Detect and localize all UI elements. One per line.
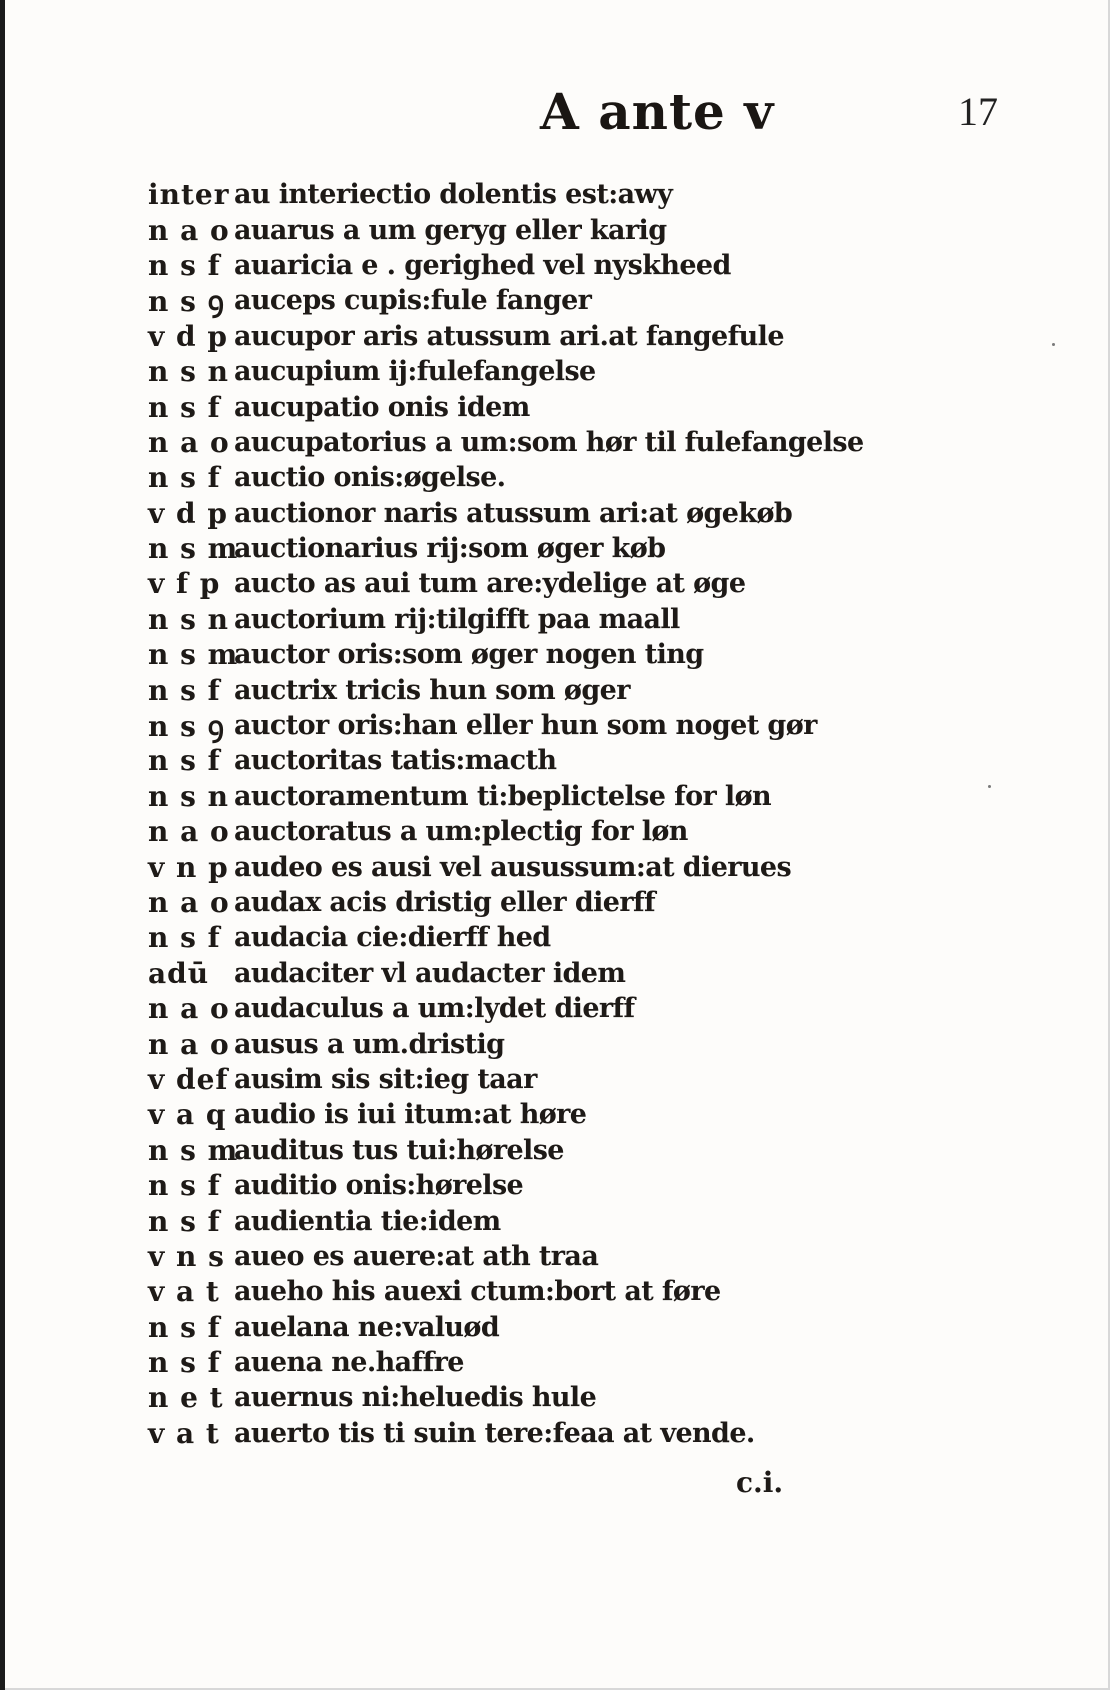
dictionary-entry <box>148 389 948 424</box>
entry-text: auctrix tricis hun som øger <box>234 674 630 706</box>
running-head: A ante v <box>540 82 775 141</box>
paper-speck <box>988 785 991 788</box>
grammar-code: v a q <box>148 1098 227 1132</box>
grammar-code: n e t <box>148 1381 224 1415</box>
grammar-code: n a o <box>148 213 230 247</box>
grammar-code: n s f <box>148 248 221 282</box>
dictionary-entry <box>148 672 948 707</box>
grammar-code: n a o <box>148 1027 230 1061</box>
grammar-code: n s ꝯ <box>148 709 226 743</box>
dictionary-entry <box>148 743 948 778</box>
entry-text: auaricia e . gerighed vel nyskheed <box>234 249 731 281</box>
entry-text: auctoritas tatis:macth <box>234 745 557 777</box>
dictionary-entry <box>148 1274 948 1309</box>
entry-text: auditus tus tui:hørelse <box>234 1134 564 1166</box>
grammar-code: v a t <box>148 1275 220 1309</box>
dictionary-entry <box>148 1416 948 1451</box>
grammar-code: n s n <box>148 602 229 636</box>
entry-text: aueho his auexi ctum:bort at føre <box>234 1276 721 1308</box>
entry-text: auctoratus a um:plectig for løn <box>234 816 688 848</box>
page-edge <box>0 0 5 1690</box>
entry-text: auarus a um geryg eller karig <box>234 214 667 246</box>
signature-mark: c.i. <box>736 1466 784 1499</box>
dictionary-entry <box>148 1168 948 1203</box>
dictionary-entry <box>148 1026 948 1061</box>
paper-speck <box>1052 343 1055 346</box>
dictionary-entry <box>148 1310 948 1345</box>
dictionary-entry <box>148 1133 948 1168</box>
dictionary-entry <box>148 1062 948 1097</box>
entry-text: ausus a um.dristig <box>234 1028 505 1060</box>
dictionary-entry <box>148 885 948 920</box>
entry-text: aucupatio onis idem <box>234 391 530 423</box>
grammar-code: n s f <box>148 1346 221 1380</box>
dictionary-entry <box>148 849 948 884</box>
entry-text: aucupatorius a um:som hør til fulefangelse <box>234 426 864 458</box>
entry-text: auernus ni:heluedis hule <box>234 1382 597 1414</box>
dictionary-entry <box>148 779 948 814</box>
grammar-code: n a o <box>148 886 230 919</box>
dictionary-entry <box>148 1380 948 1415</box>
dictionary-entry <box>148 283 948 318</box>
entry-text: audacia cie:dierff hed <box>234 922 551 954</box>
entry-text: audeo es ausi vel ausussum:at dierues <box>234 851 792 883</box>
entry-text: auena ne.haffre <box>234 1347 464 1379</box>
entry-text: auditio onis:hørelse <box>234 1170 524 1202</box>
entry-text: auerto tis ti suin tere:feaa at vende. <box>234 1417 755 1449</box>
grammar-code: n s m <box>148 1133 239 1167</box>
entry-text: auctor oris:han eller hun som noget gør <box>234 710 817 742</box>
dictionary-entry <box>148 354 948 389</box>
entry-text: audax acis dristig eller dierff <box>234 887 656 918</box>
entry-text: auelana ne:valuød <box>234 1311 500 1343</box>
entry-text: auctionarius rij:som øger køb <box>234 533 666 565</box>
entry-text: audientia tie:idem <box>234 1205 501 1237</box>
grammar-code: n s ꝯ <box>148 284 226 318</box>
dictionary-entry <box>148 991 948 1026</box>
dictionary-entry <box>148 956 948 991</box>
entry-text: audio is iui itum:at høre <box>234 1099 587 1131</box>
dictionary-entry <box>148 814 948 849</box>
grammar-code: n s f <box>148 673 221 707</box>
entry-text: au interiectio dolentis est:awy <box>234 179 673 211</box>
dictionary-entry <box>148 708 948 743</box>
entry-text: auctionor naris atussum ari:at øgekøb <box>234 497 793 529</box>
dictionary-entry <box>148 460 948 495</box>
entry-text: audaculus a um:lydet dierff <box>234 993 635 1025</box>
grammar-code: n s f <box>148 1204 221 1238</box>
grammar-code: v a t <box>148 1416 220 1450</box>
entry-text: auctio onis:øgelse. <box>234 462 506 494</box>
grammar-code: n s f <box>148 1310 221 1344</box>
entry-text: auctor oris:som øger nogen ting <box>234 639 704 671</box>
grammar-code: v f p <box>148 567 221 601</box>
entry-text: audaciter vl audacter idem <box>234 957 626 989</box>
grammar-code: v def <box>148 1062 229 1096</box>
dictionary-entry <box>148 602 948 637</box>
grammar-code: adū <box>148 956 210 990</box>
dictionary-entry <box>148 566 948 601</box>
dictionary-entry <box>148 531 948 566</box>
grammar-code: n s f <box>148 461 221 495</box>
dictionary-entry <box>148 637 948 672</box>
grammar-code: n a o <box>148 815 230 849</box>
dictionary-entry <box>148 319 948 354</box>
dictionary-entry <box>148 425 948 460</box>
dictionary-entry <box>148 1097 948 1132</box>
grammar-code: n s f <box>148 921 221 955</box>
entry-text: auceps cupis:fule fanger <box>234 285 592 317</box>
dictionary-entry <box>148 1203 948 1238</box>
grammar-code: v d p <box>148 496 228 530</box>
grammar-code: v n p <box>148 850 229 884</box>
dictionary-entry-list <box>148 177 948 1451</box>
dictionary-entry <box>148 496 948 531</box>
page-number: 17 <box>958 89 998 134</box>
entry-text: aucupium ij:fulefangelse <box>234 356 596 388</box>
entry-text: aueo es auere:at ath traa <box>234 1240 599 1272</box>
grammar-code: n s m <box>148 638 239 672</box>
grammar-code: n s n <box>148 779 229 813</box>
grammar-code: n a o <box>148 992 230 1026</box>
grammar-code: n s f <box>148 744 221 778</box>
dictionary-entry <box>148 177 948 212</box>
grammar-code: n s m <box>148 532 239 566</box>
dictionary-entry <box>148 920 948 955</box>
dictionary-entry <box>148 248 948 283</box>
entry-text: auctoramentum ti:beplictelse for løn <box>234 780 772 812</box>
grammar-code: n s n <box>148 355 229 389</box>
dictionary-entry <box>148 212 948 247</box>
grammar-code: v d p <box>148 319 228 353</box>
entry-text: ausim sis sit:ieg taar <box>234 1063 537 1095</box>
grammar-code: v n s <box>148 1239 225 1273</box>
grammar-code: n a o <box>148 425 230 459</box>
entry-text: aucto as aui tum are:ydelige at øge <box>234 568 746 600</box>
entry-text: auctorium rij:tilgifft paa maall <box>234 603 680 635</box>
grammar-code: n s f <box>148 1169 221 1203</box>
entry-text: aucupor aris atussum ari.at fangefule <box>234 320 784 352</box>
dictionary-entry <box>148 1239 948 1274</box>
dictionary-entry <box>148 1345 948 1380</box>
grammar-code: n s f <box>148 390 221 424</box>
grammar-code: inter <box>148 178 230 212</box>
